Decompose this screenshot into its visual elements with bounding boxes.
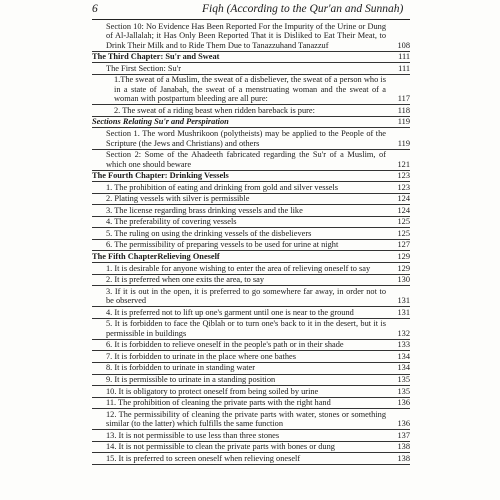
- toc-entry-text: 1.The sweat of a Muslim, the sweat of a disbeliever, the sweat of a person who is in a state of Janabah, the sweat of a menstruating woman and the sweat of a woman with postpartum bleeding are all pure:: [114, 75, 386, 104]
- toc-entry-page: 111: [398, 52, 410, 62]
- toc-entry-page: 119: [397, 138, 410, 148]
- toc-entry-page: 124: [397, 194, 410, 204]
- toc-entry: [92, 128, 410, 149]
- toc-entry-page: 119: [397, 117, 410, 127]
- toc-entry-text: The Fourth Chapter: Drinking Vessels: [92, 171, 229, 181]
- header-rule: [92, 19, 410, 20]
- toc-entry: [92, 430, 410, 442]
- toc-entry-page: 131: [397, 307, 410, 317]
- toc-entry: [92, 21, 410, 52]
- toc-entry-text: 8. It is forbidden to urinate in standing water: [106, 363, 255, 373]
- toc-entry-text: 12. The permissibility of cleaning the private parts with water, stones or something similar (to the latter) which fulfills the same function: [106, 409, 386, 429]
- toc-entry-page: 131: [397, 296, 410, 306]
- toc-entry: [92, 398, 410, 410]
- toc-entry-page: 133: [397, 340, 410, 350]
- toc-entry-text: 2. The sweat of a riding beast when ridden bareback is pure:: [114, 105, 315, 115]
- toc-entry: [92, 52, 410, 64]
- toc-entry-text: The Third Chapter: Su'r and Sweat: [92, 52, 220, 62]
- toc-entry: [92, 117, 410, 129]
- toc-entry-text: Sections Relating Su'r and Perspiration: [92, 117, 229, 127]
- toc-entry: [92, 319, 410, 340]
- toc-entry: [92, 275, 410, 287]
- toc-entry: [92, 286, 410, 307]
- toc-entry-text: 13. It is not permissible to use less than three stones: [106, 430, 280, 440]
- toc-entry: [92, 340, 410, 352]
- toc-entry: [92, 386, 410, 398]
- toc-entry-text: Section 2: Some of the Ahadeeth fabricated regarding the Su'r of a Muslim, of which one should beware: [106, 150, 386, 169]
- toc-entry-text: 15. It is preferred to screen oneself when relieving oneself: [106, 453, 301, 463]
- toc-entry-text: 9. It is permissible to urinate in a standing position: [106, 375, 276, 384]
- table-of-contents: [92, 21, 410, 465]
- toc-entry-text: 5. It is forbidden to face the Qiblah or to turn one's back to it in the desert, but it is permissible in buildings: [106, 319, 386, 338]
- toc-entry-text: 5. The ruling on using the drinking vessels of the disbelievers: [106, 228, 312, 238]
- toc-entry-text: 14. It is not permissible to clean the private parts with bones or dung: [106, 442, 335, 452]
- toc-entry: [92, 228, 410, 240]
- toc-entry-text: 3. The license regarding brass drinking vessels and the like: [106, 205, 303, 215]
- toc-entry-text: 6. It is forbidden to relieve oneself in the people's path or in their shade: [106, 340, 344, 350]
- toc-entry: [92, 263, 410, 275]
- toc-entry: [92, 217, 410, 229]
- page-number: 6: [92, 3, 98, 15]
- toc-entry-text: Section 1. The word Mushrikoon (polytheists) may be applied to the People of the Scripture (the Jews and Christians) and others: [106, 128, 386, 148]
- toc-entry-page: 129: [397, 263, 410, 273]
- toc-entry: [92, 363, 410, 375]
- toc-entry-text: 1. The prohibition of eating and drinking from gold and silver vessels: [106, 182, 339, 192]
- toc-entry: [92, 307, 410, 319]
- toc-entry-page: 134: [397, 351, 410, 361]
- toc-entry-page: 117: [397, 94, 410, 104]
- toc-entry: [92, 205, 410, 217]
- toc-entry-text: 2. Plating vessels with silver is permissible: [106, 194, 250, 204]
- toc-entry-page: 121: [397, 159, 410, 169]
- toc-entry-text: 6. The permissibility of preparing vessels to be used for urine at night: [106, 240, 339, 250]
- toc-entry-page: 136: [397, 419, 410, 429]
- toc-entry-page: 127: [397, 240, 410, 250]
- toc-entry-page: 111: [398, 63, 410, 73]
- toc-entry-text: 3. If it is out in the open, it is preferred to go somewhere far away, in order not to be observed: [106, 286, 386, 306]
- page-header: [92, 3, 410, 19]
- running-title: Fiqh (According to the Qur'an and Sunnah): [202, 3, 404, 15]
- toc-entry-page: 123: [397, 171, 410, 181]
- toc-entry-page: 136: [397, 398, 410, 408]
- toc-entry: [92, 453, 410, 465]
- toc-entry-page: 134: [397, 363, 410, 373]
- toc-entry: [92, 171, 410, 183]
- toc-entry: [92, 240, 410, 252]
- toc-entry-page: 125: [397, 228, 410, 238]
- toc-entry: [92, 375, 410, 387]
- toc-entry-text: The Fifth ChapterRelieving Oneself: [92, 251, 220, 261]
- toc-entry: [92, 75, 410, 106]
- toc-entry-text: 2. It is preferred when one exits the area, to say: [106, 275, 265, 285]
- toc-entry-page: 125: [397, 217, 410, 227]
- toc-entry-page: 138: [397, 442, 410, 452]
- toc-entry-page: 129: [397, 251, 410, 261]
- toc-entry-page: 108: [397, 40, 410, 50]
- toc-entry-page: 123: [397, 182, 410, 192]
- toc-entry-text: 10. It is obligatory to protect oneself from being soiled by urine: [106, 386, 319, 396]
- toc-entry-page: 137: [397, 430, 410, 440]
- toc-entry: [92, 442, 410, 454]
- toc-entry-page: 138: [397, 453, 410, 463]
- toc-entry-text: 7. It is forbidden to urinate in the place where one bathes: [106, 351, 296, 361]
- toc-entry: [92, 105, 410, 117]
- toc-entry: [92, 251, 410, 263]
- toc-entry: [92, 182, 410, 194]
- toc-entry: [92, 194, 410, 206]
- toc-entry-page: 124: [397, 205, 410, 215]
- toc-entry-text: 1. It is desirable for anyone wishing to enter the area of relieving oneself to say: [106, 263, 371, 273]
- toc-entry-page: 132: [397, 328, 410, 338]
- toc-entry-page: 135: [397, 386, 410, 396]
- toc-entry-page: 118: [397, 105, 410, 115]
- toc-entry: [92, 351, 410, 363]
- toc-entry: [92, 63, 410, 75]
- toc-entry: [92, 409, 410, 430]
- toc-entry-text: 11. The prohibition of cleaning the private parts with the right hand: [106, 398, 331, 408]
- toc-entry-text: Section 10: No Evidence Has Been Reported For the Impurity of the Urine or Dung of Al-Jallalah; it Has Only Been Reported That it is Disliked to Eat Their Meat, to Drink Their Milk and to Ride Them Due to Tanazzuhand Tanazzuf: [106, 21, 386, 50]
- toc-entry-page: 130: [397, 275, 410, 285]
- toc-entry-page: 135: [397, 375, 410, 384]
- toc-entry-text: The First Section: Su'r: [106, 63, 181, 73]
- toc-entry: [92, 150, 410, 171]
- toc-entry-text: 4. It is preferred not to lift up one's garment until one is near to the ground: [106, 307, 354, 317]
- toc-entry-text: 4. The preferability of covering vessels: [106, 217, 237, 227]
